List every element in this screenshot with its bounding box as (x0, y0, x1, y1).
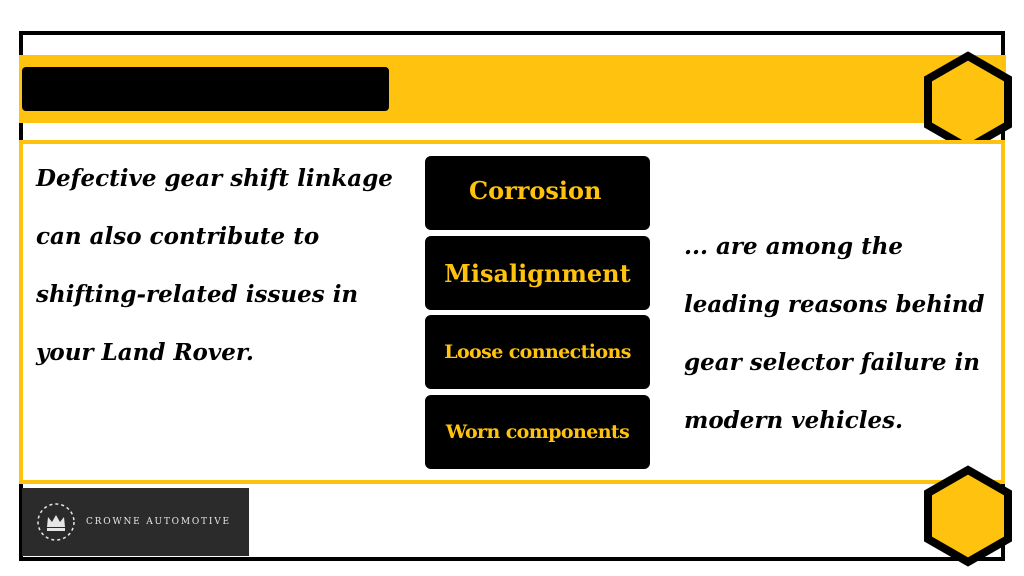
right-description: ... are among the leading reasons behind gear selector failure in modern vehicles. (684, 233, 985, 434)
company-name: CROWNE AUTOMOTIVE (86, 517, 231, 527)
hexagon-decoration-top (920, 50, 1016, 154)
crown-laurel-icon (34, 500, 78, 544)
cause-worn-components: Worn components (425, 395, 650, 469)
cause-corrosion: Corrosion (425, 156, 650, 230)
cause-loose-connections: Loose connections (425, 315, 650, 389)
left-description: Defective gear shift linkage can also contribute to shifting-related issues in your Land Rover. (36, 165, 393, 366)
cause-misalignment: Misalignment (425, 236, 650, 310)
hexagon-decoration-bottom (920, 464, 1016, 568)
title-bar (22, 67, 389, 111)
company-logo (22, 488, 249, 556)
